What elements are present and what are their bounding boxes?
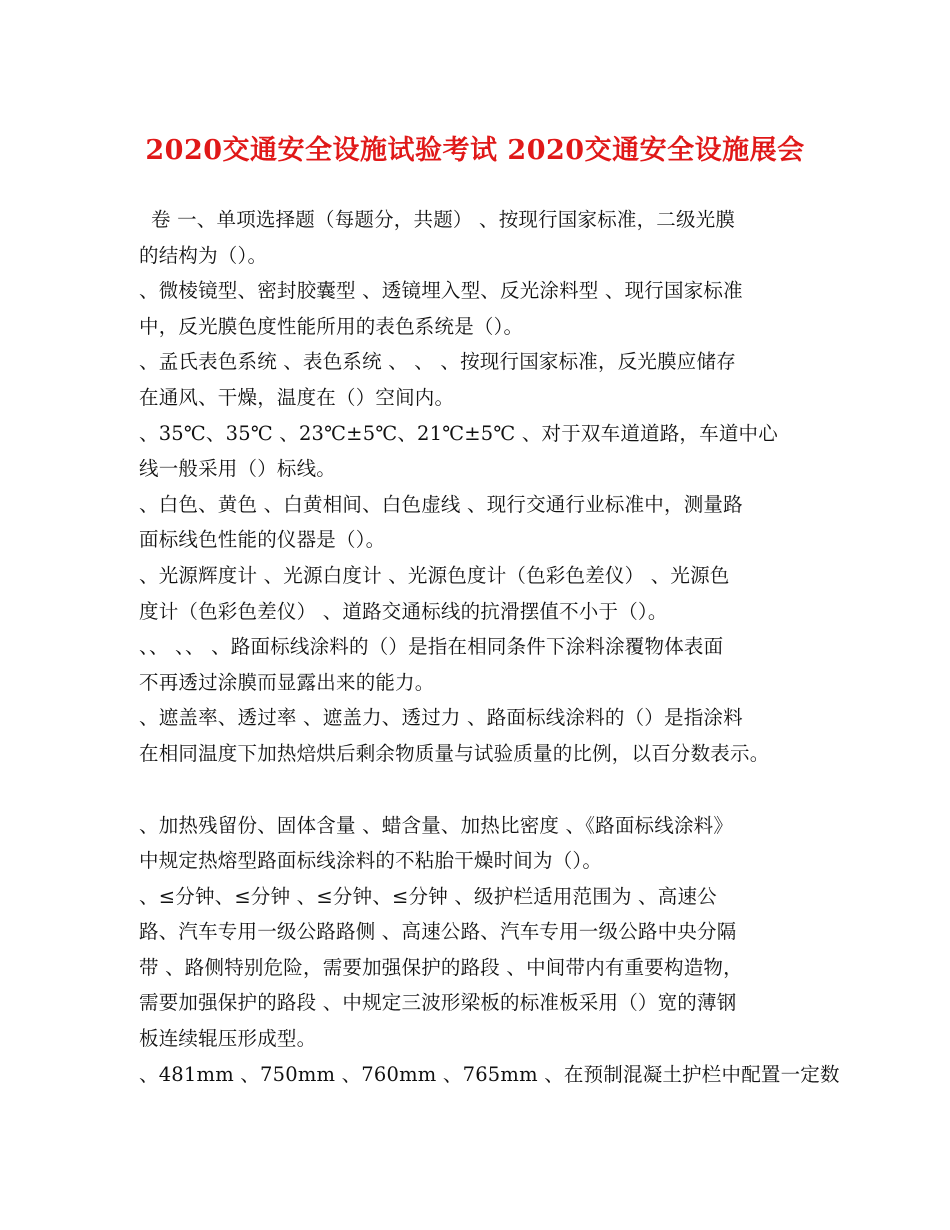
text-line: 、35℃、35℃ 、23℃±5℃、21℃±5℃ 、对于双车道道路，车道中心 <box>139 421 778 445</box>
text-line: 在通风、干燥，温度在（）空间内。 <box>139 385 455 409</box>
text-line: 、白色、黄色 、白黄相间、白色虚线 、现行交通行业标准中，测量路 <box>139 492 743 516</box>
text-line: 的结构为（）。 <box>139 243 268 267</box>
text-line: 在相同温度下加热焙烘后剩余物质量与试验质量的比例，以百分数表示。 <box>139 741 770 765</box>
text-line: 卷 一、单项选择题（每题分，共题） 、按现行国家标准，二级光膜 <box>151 208 736 231</box>
text-line: 、≤分钟、≤分钟 、≤分钟、≤分钟 、级护栏适用范围为 、高速公 <box>139 884 717 908</box>
text-line: 度计（色彩色差仪） 、道路交通标线的抗滑摆值不小于（）。 <box>139 599 668 623</box>
text-line: 中规定热熔型路面标线涂料的不粘胎干燥时间为（）。 <box>139 849 603 873</box>
text-line: 、微棱镜型、密封胶囊型 、透镜埋入型、反光涂料型 、现行国家标准 <box>139 279 743 303</box>
text-line: 中，反光膜色度性能所用的表色系统是（）。 <box>139 314 524 338</box>
document-body <box>139 202 839 1092</box>
text-line: 、遮盖率、透过率 、遮盖力、透过力 、路面标线涂料的（）是指涂料 <box>139 706 743 730</box>
text-line: 需要加强保护的路段 、中规定三波形梁板的标准板采用（）宽的薄钢 <box>139 991 737 1015</box>
text-line: 路、汽车专用一级公路路侧 、高速公路、汽车专用一级公路中央分隔 <box>139 920 737 944</box>
text-line: 、光源辉度计 、光源白度计 、光源色度计（色彩色差仪） 、光源色 <box>139 563 730 587</box>
page-title: 2020交通安全设施试验考试 2020交通安全设施展会 <box>145 135 805 166</box>
text-line: 、481mm 、750mm 、760mm 、765mm 、在预制混凝土护栏中配置一定数 <box>139 1062 840 1086</box>
text-line: 面标线色性能的仪器是（）。 <box>139 528 386 552</box>
text-line: 线一般采用（）标线。 <box>139 457 337 481</box>
text-line: 、、 、、 、路面标线涂料的（）是指在相同条件下涂料涂覆物体表面 <box>139 635 724 659</box>
text-line: 、孟氏表色系统 、表色系统 、 、 、按现行国家标准，反光膜应储存 <box>139 350 736 374</box>
text-line: 带 、路侧特别危险，需要加强保护的路段 、中间带内有重要构造物， <box>139 955 743 979</box>
text-line: 、加热残留份、固体含量 、蜡含量、加热比密度 、《路面标线涂料》 <box>139 813 734 837</box>
text-line: 板连续辊压形成型。 <box>139 1027 317 1051</box>
text-line: 不再透过涂膜而显露出来的能力。 <box>139 670 435 694</box>
